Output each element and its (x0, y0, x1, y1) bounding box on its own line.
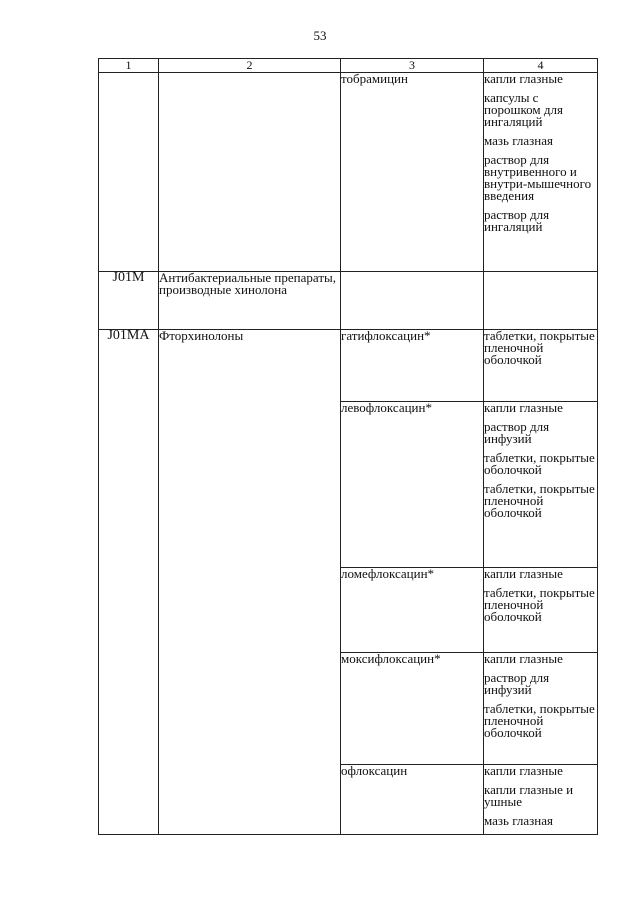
dosage-form: мазь глазная (484, 813, 553, 828)
table-row (99, 272, 598, 330)
dosage-form: раствор для внутривенного и внутри-мышечного введения (484, 152, 592, 203)
group-name: Антибактериальные препараты, производные хинолона (159, 272, 341, 330)
dosage-form: капли глазные (484, 651, 563, 666)
column-header-3: 3 (341, 59, 484, 73)
forms-cell (484, 73, 598, 272)
dosage-form: таблетки, покрытые пленочной оболочкой (484, 585, 595, 624)
forms-cell (484, 402, 598, 568)
group-name: Фторхинолоны (159, 330, 341, 835)
page-number: 53 (313, 28, 327, 43)
dosage-form: таблетки, покрытые пленочной оболочкой (484, 328, 595, 367)
dosage-form: капли глазные (484, 71, 563, 86)
dosage-form: таблетки, покрытые оболочкой (484, 450, 595, 477)
atc-code: J01MA (99, 330, 159, 835)
drug-name: гатифлоксацин* (341, 330, 484, 402)
dosage-form: мазь глазная (484, 133, 553, 148)
column-header-1: 1 (99, 59, 159, 73)
dosage-form: капсулы с порошком для ингаляций (484, 90, 563, 129)
dosage-form: раствор для ингаляций (484, 207, 550, 234)
name-cell (159, 73, 341, 272)
dosage-form: капли глазные (484, 763, 563, 778)
drug-name: офлоксацин (341, 765, 484, 835)
code-cell (99, 73, 159, 272)
drug-name: моксифлоксацин* (341, 653, 484, 765)
dosage-form: таблетки, покрытые пленочной оболочкой (484, 701, 595, 740)
column-header-4: 4 (484, 59, 598, 73)
table-row (99, 330, 598, 402)
forms-cell (484, 330, 598, 402)
drug-name: левофлоксацин* (341, 402, 484, 568)
dosage-form: капли глазные и ушные (484, 782, 574, 809)
dosage-form: раствор для инфузий (484, 670, 550, 697)
column-header-2: 2 (159, 59, 341, 73)
forms-cell (484, 653, 598, 765)
dosage-form: таблетки, покрытые пленочной оболочкой (484, 481, 595, 520)
forms-cell (484, 272, 598, 330)
forms-cell (484, 568, 598, 653)
atc-code: J01M (99, 272, 159, 330)
forms-cell (484, 765, 598, 835)
drug-table (98, 58, 598, 835)
drug-name: ломефлоксацин* (341, 568, 484, 653)
dosage-form: капли глазные (484, 566, 563, 581)
dosage-form: раствор для инфузий (484, 419, 550, 446)
drug-name: тобрамицин (341, 73, 484, 272)
drug-cell (341, 272, 484, 330)
dosage-form: капли глазные (484, 400, 563, 415)
table-row (99, 73, 598, 272)
